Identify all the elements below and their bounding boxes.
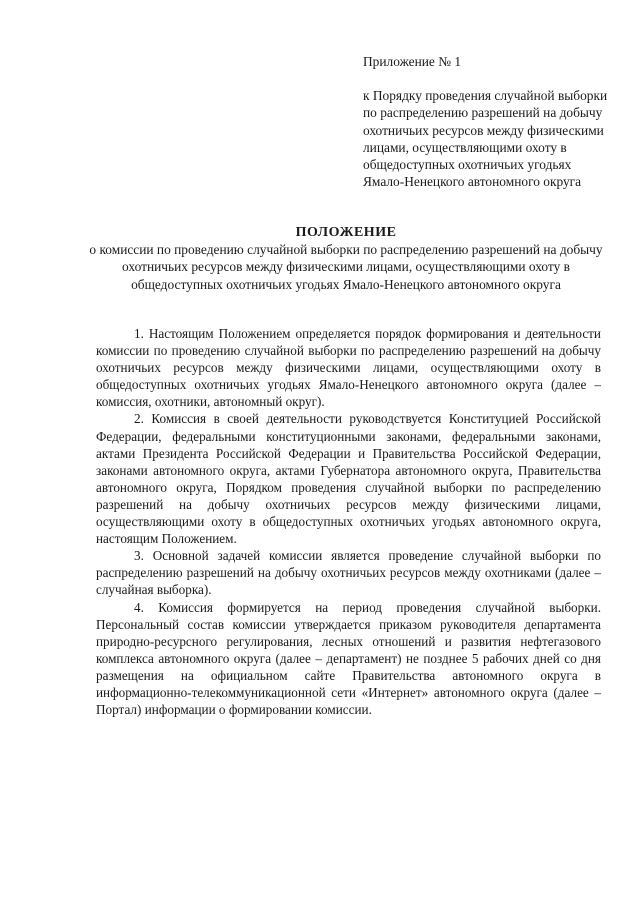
- appendix-block: [363, 53, 613, 190]
- document-heading: ПОЛОЖЕНИЕ: [295, 225, 397, 240]
- paragraph-3: 3. Основной задачей комиссии является проведение случайной выборки по распределению разрешений на добычу охотничьих ресурсов между охотниками (далее – случайная выборка).: [96, 548, 601, 598]
- document-body: [96, 325, 601, 718]
- appendix-reference: к Порядку проведения случайной выборки по распределению разрешений на добычу охотничьих ресурсов между физическими лицами, осуществляющими охоту в общедоступных охотничьих угодьях Ямало-Ненецкого автономного округа: [363, 88, 608, 190]
- paragraph-1: 1. Настоящим Положением определяется порядок формирования и деятельности комиссии по проведению случайной выборки по распределению разрешений на добычу охотничьих ресурсов между физическими лицами, осуществляющими охоту в общедоступных охотничьих угодьях Ямало-Ненецкого автономного округа (далее – комиссия, охотники, автономный округ).: [96, 326, 601, 410]
- document-subtitle: о комиссии по проведению случайной выборки по распределению разрешений на добычу охотничьих ресурсов между физическими лицами, осуществляющими охоту в общедоступных охотничьих угодьях Ямало-Ненецкого автономного округа: [89, 242, 603, 292]
- title-block: [88, 224, 604, 293]
- paragraph-4: 4. Комиссия формируется на период проведения случайной выборки. Персональный состав комиссии утверждается приказом руководителя департамента природно-ресурсного регулирования, лесных отношений и развития нефтегазового комплекса автономного округа (далее – департамент) не позднее 5 рабочих дней со дня размещения на официальном сайте Правительства автономного округа в информационно-телекоммуникационной сети «Интернет» автономного округа (далее – Портал) информации о формировании комиссии.: [96, 599, 601, 718]
- paragraph-2: 2. Комиссия в своей деятельности руководствуется Конституцией Российской Федерации, федеральными конституционными законами, федеральными законами, актами Президента Российской Федерации и Правительства Российской Федерации, законами автономного округа, актами Губернатора автономного округа, Правительства автономного округа, Порядком проведения случайной выборки по распределению разрешений на добычу охотничьих ресурсов между физическими лицами, осуществляющими охоту в общедоступных охотничьих угодьях автономного округа, настоящим Положением.: [96, 411, 601, 547]
- appendix-number: Приложение № 1: [363, 54, 462, 69]
